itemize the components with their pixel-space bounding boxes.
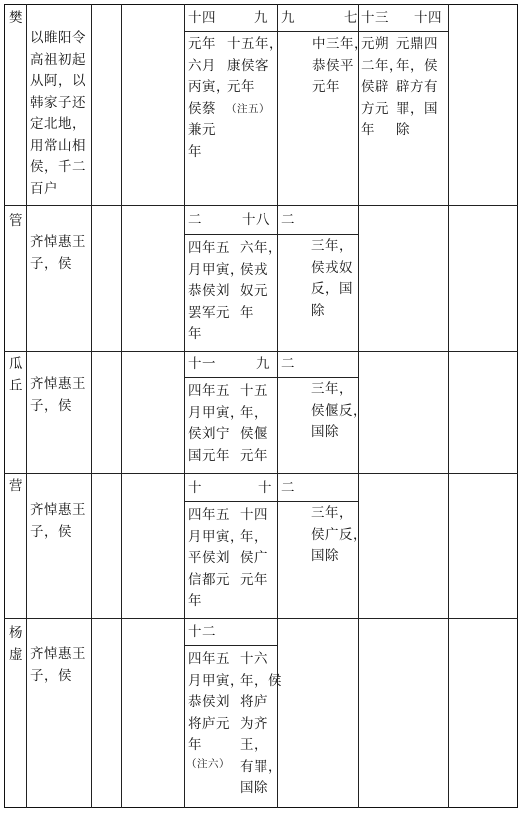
year-count: 十: [188, 480, 202, 496]
column-divider: [448, 4, 449, 808]
succession-entry: 元鼎四 年，侯 辟方有 罪，国 除: [396, 36, 438, 138]
cell-header-rule: [184, 501, 358, 502]
year-count: 十一: [188, 356, 216, 372]
year-count: 十四: [188, 10, 216, 26]
cell-header-rule: [184, 377, 358, 378]
year-count: 十八: [242, 212, 270, 228]
column-divider: [184, 4, 185, 808]
year-count: 十四: [414, 10, 442, 26]
fief-name: 瓜丘: [9, 356, 23, 394]
enfeoffment-reason: 齐悼惠王 子，侯: [30, 376, 86, 414]
succession-entry: 四年五 月甲寅， 恭侯刘 罢军元 年: [188, 240, 244, 342]
succession-entry: 六年， 侯戎 奴元 年: [240, 240, 282, 321]
cell-header-rule: [184, 31, 448, 32]
row-divider: [4, 473, 518, 474]
footnote-ref: （注六）: [186, 758, 230, 770]
succession-entry: 四年五 月甲寅， 平侯刘 信都元 年: [188, 507, 244, 609]
succession-entry: 元年 六月 丙寅， 侯蔡 兼元 年: [188, 36, 230, 160]
fief-name: 管: [9, 213, 23, 229]
year-count: 九: [256, 356, 270, 372]
succession-entry: 三年， 侯广反， 国除: [311, 505, 367, 564]
cell-header-rule: [184, 645, 277, 646]
year-count: 七: [344, 10, 358, 26]
year-count: 二: [281, 356, 295, 372]
cell-header-rule: [184, 234, 358, 235]
year-count: 十: [258, 480, 272, 496]
enfeoffment-reason: 以睢阳令 高祖初起 从阿，以 韩家子还 定北地， 用常山相 侯，千二 百户: [30, 30, 86, 197]
fief-name: 营: [9, 478, 23, 494]
succession-entry: 十四 年， 侯广 元年: [240, 507, 268, 588]
enfeoffment-reason: 齐悼惠王 子，侯: [30, 234, 86, 272]
succession-entry: 三年， 侯戎奴 反，国 除: [311, 238, 353, 319]
row-divider: [4, 618, 518, 619]
year-count: 二: [281, 212, 295, 228]
year-count: 二: [281, 480, 295, 496]
enfeoffment-reason: 齐悼惠王 子，侯: [30, 646, 86, 684]
year-count: 十二: [188, 624, 216, 640]
succession-entry: 四年五 月甲寅， 侯刘宁 国元年: [188, 383, 244, 464]
succession-entry: 中三年， 恭侯平 元年: [312, 36, 368, 95]
column-divider: [26, 4, 27, 808]
succession-entry: 三年， 侯偃反， 国除: [311, 381, 367, 440]
row-divider: [4, 205, 518, 206]
year-count: 二: [188, 212, 202, 228]
fief-name: 杨虚: [9, 625, 23, 663]
succession-entry: 十五 年， 侯偃 元年: [240, 383, 268, 464]
row-divider: [4, 351, 518, 352]
succession-entry: 十五年， 康侯客 元年: [227, 36, 283, 95]
year-count: 九: [254, 10, 268, 26]
succession-entry: 四年五 月甲寅， 恭侯刘 将庐元 年: [188, 651, 244, 753]
year-count: 九: [281, 10, 295, 26]
succession-entry: 十六 年，侯 将庐 为齐 王， 有罪， 国除: [240, 651, 282, 796]
succession-entry: 元朔 二年， 侯辟 方元 年: [361, 36, 403, 138]
enfeoffment-reason: 齐悼惠王 子，侯: [30, 502, 86, 540]
year-count: 十三: [361, 10, 389, 26]
column-divider: [121, 4, 122, 808]
fief-name: 樊: [9, 10, 23, 26]
footnote-ref: （注五）: [226, 103, 270, 115]
